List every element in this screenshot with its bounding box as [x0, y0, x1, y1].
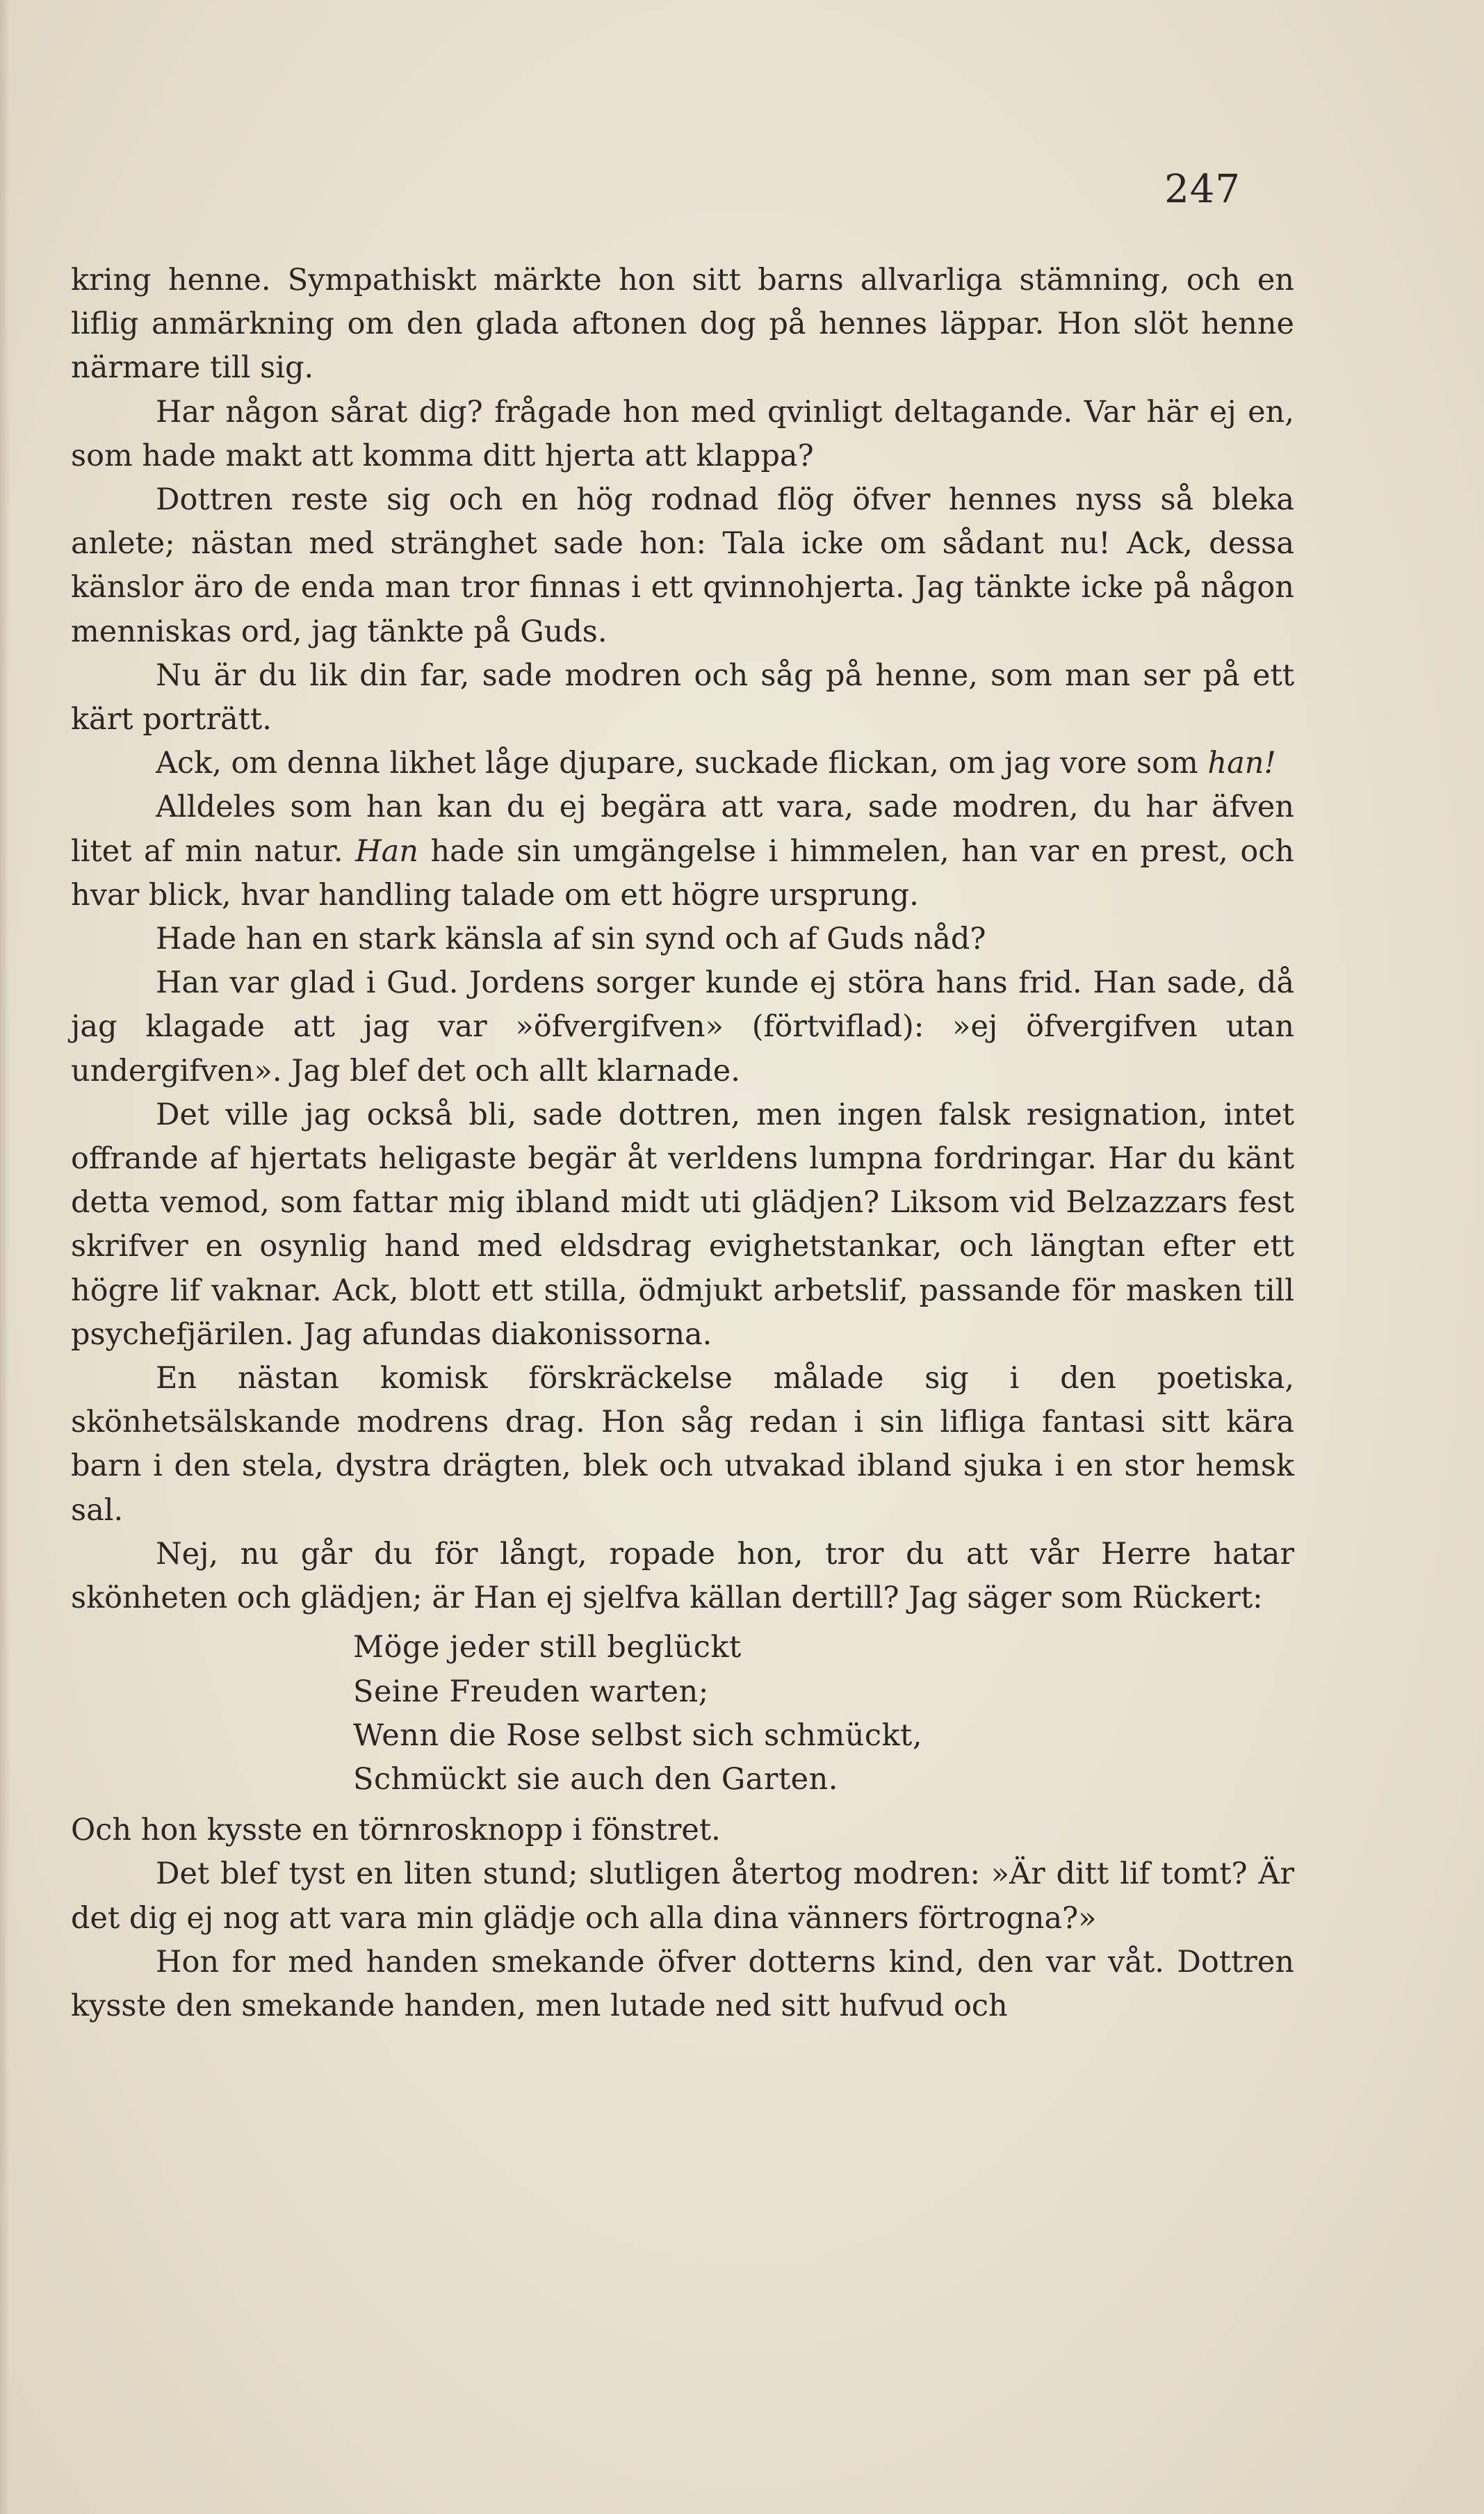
- paragraph: Och hon kysste en törnrosknopp i fönstret.: [71, 1813, 721, 1848]
- page-edge-shadow: [0, 0, 10, 2514]
- poem-line: Seine Freuden warten;: [353, 1674, 709, 1709]
- paragraph: Det blef tyst en liten stund; slutligen återtog modren: »Är ditt lif tomt? Är det dig ej nog att vara min glädje och alla dina vänners förtrogna?»: [71, 1856, 1294, 1936]
- page-number: 247: [1164, 167, 1241, 212]
- body-text: [71, 259, 1294, 2028]
- poem-line: Schmückt sie auch den Garten.: [353, 1761, 838, 1797]
- paragraph: Det ville jag också bli, sade dottren, men ingen falsk resignation, intet offrande af hjertats heligaste begär åt verldens lumpna fordringar. Har du känt detta vemod, som fattar mig ibland midt uti glädjen? Liksom vid Belzazzars fest skrifver en osynlig hand med eldsdrag evighetstankar, och längtan efter ett högre lif vaknar. Ack, blott ett stilla, ödmjukt arbetslif, passande för masken till psychefjärilen. Jag afundas diakonissorna.: [71, 1097, 1294, 1352]
- paragraph: Hade han en stark känsla af sin synd och af Guds nåd?: [156, 922, 986, 957]
- poem-line: Möge jeder still beglückt: [353, 1630, 742, 1665]
- paragraph: En nästan komisk förskräckelse målade sig i den poetiska, skönhetsälskande modrens drag. Hon såg redan i sin lifliga fantasi sitt kära barn i den stela, dystra drägten, blek och utvakad ibland sjuka i en stor hemsk sal.: [71, 1361, 1294, 1528]
- paragraph: kring henne. Sympathiskt märkte hon sitt barns allvarliga stämning, och en liflig anmärkning om den glada aftonen dog på hennes läppar. Hon slöt henne närmare till sig.: [71, 263, 1294, 386]
- paragraph: Hon for med handen smekande öfver dotterns kind, den var våt. Dottren kysste den smekande handen, men lutade ned sitt hufvud och: [71, 1944, 1294, 2023]
- emphasis: Han: [355, 833, 418, 869]
- paragraph: Nej, nu går du för långt, ropade hon, tror du att vår Herre hatar skönheten och glädjen; är Han ej sjelfva källan dertill? Jag säger som Rückert:: [71, 1536, 1294, 1616]
- poem-line: Wenn die Rose selbst sich schmückt,: [353, 1717, 923, 1753]
- paragraph: Har någon sårat dig? frågade hon med qvinligt deltagande. Var här ej en, som hade makt att komma ditt hjerta att klappa?: [71, 394, 1294, 473]
- emphasis: han!: [1207, 746, 1276, 781]
- poem-quote: [353, 1626, 1294, 1802]
- paragraph: Ack, om denna likhet låge djupare, suckade flickan, om jag vore som han!: [156, 746, 1276, 781]
- paragraph: Nu är du lik din far, sade modren och såg på henne, som man ser på ett kärt porträtt.: [71, 658, 1294, 737]
- paragraph: Han var glad i Gud. Jordens sorger kunde ej störa hans frid. Han sade, då jag klagade att jag var »öfvergifven» (förtviflad): »ej öfvergifven utan undergifven». Jag blef det och allt klarnade.: [71, 965, 1294, 1088]
- paragraph: Alldeles som han kan du ej begära att vara, sade modren, du har äfven litet af min natur. Han hade sin umgängelse i himmelen, han var en prest, och hvar blick, hvar handling talade om ett högre ursprung.: [71, 790, 1294, 913]
- paragraph: Dottren reste sig och en hög rodnad flög öfver hennes nyss så bleka anlete; nästan med stränghet sade hon: Tala icke om sådant nu! Ack, dessa känslor äro de enda man tror finnas i ett qvinnohjerta. Jag tänkte icke på någon menniskas ord, jag tänkte på Guds.: [71, 482, 1294, 649]
